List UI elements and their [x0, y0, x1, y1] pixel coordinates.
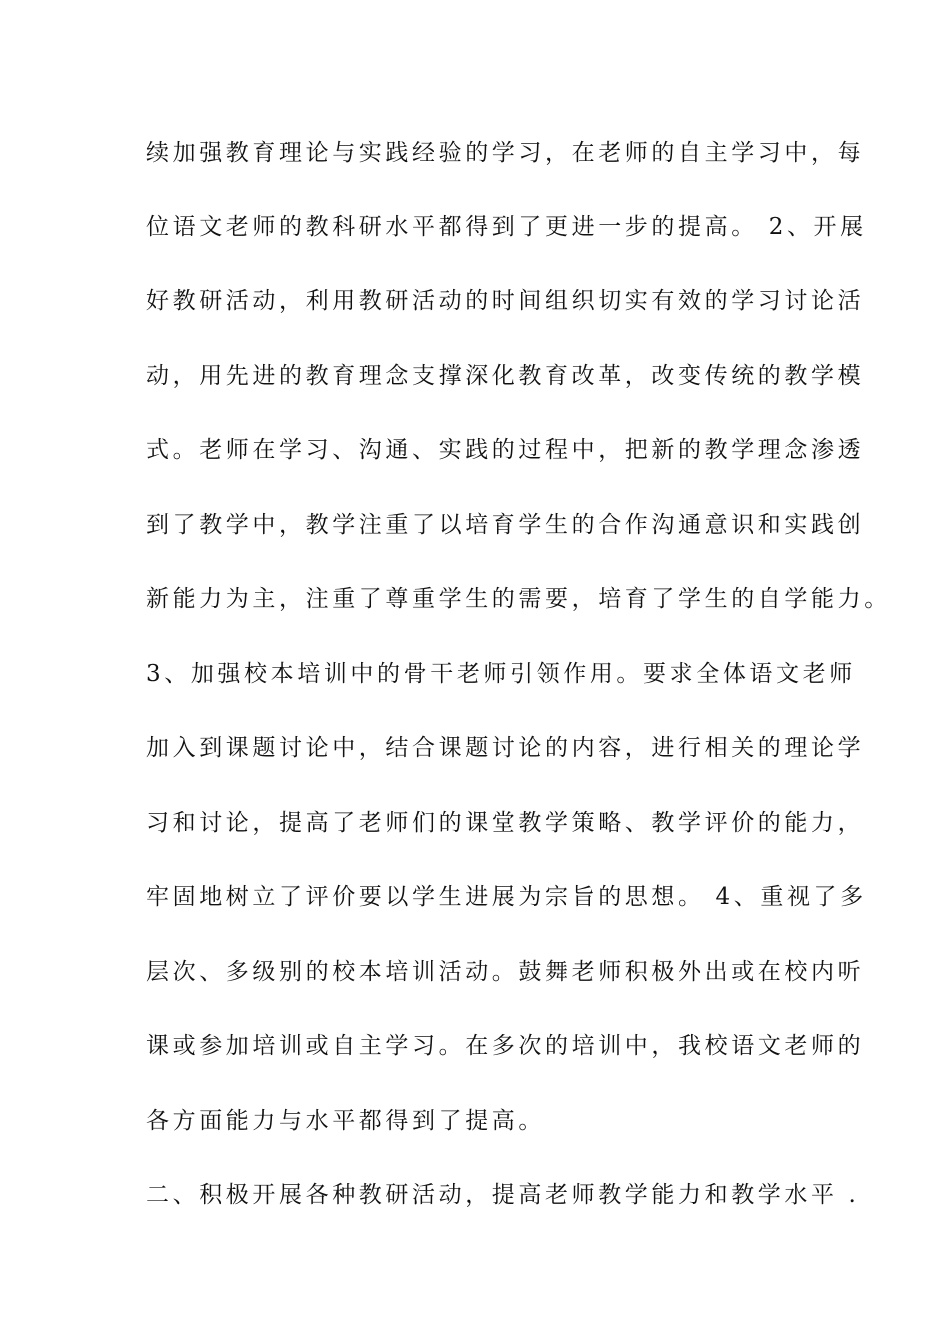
text-line: 到了教学中，教学注重了以培育学生的合作沟通意识和实践创 — [146, 512, 865, 538]
text-line: 3、加强校本培训中的骨干老师引领作用。要求全体语文老师 — [146, 661, 856, 687]
text-line: 式。老师在学习、沟通、实践的过程中，把新的教学理念渗透 — [146, 437, 865, 463]
text-line: 各方面能力与水平都得到了提高。 — [146, 1108, 545, 1134]
text-line: 动，用先进的教育理念支撑深化教育改革，改变传统的教学模 — [146, 363, 865, 389]
section-heading: 二、积极开展各种教研活动，提高老师教学能力和教学水平 . — [146, 1182, 860, 1208]
text-line: 牢固地树立了评价要以学生进展为宗旨的思想。 4、重视了多 — [146, 884, 867, 910]
text-line: 位语文老师的教科研水平都得到了更进一步的提高。 2、开展 — [146, 214, 867, 240]
text-line: 续加强教育理论与实践经验的学习，在老师的自主学习中，每 — [146, 140, 865, 166]
text-line: 层次、多级别的校本培训活动。鼓舞老师积极外出或在校内听 — [146, 959, 865, 985]
text-line: 加入到课题讨论中，结合课题讨论的内容，进行相关的理论学 — [146, 735, 865, 761]
text-line: 新能力为主，注重了尊重学生的需要，培育了学生的自学能力。 — [146, 586, 891, 612]
text-line: 习和讨论，提高了老师们的课堂教学策略、教学评价的能力， — [146, 810, 865, 836]
text-line: 课或参加培训或自主学习。在多次的培训中，我校语文老师的 — [146, 1033, 865, 1059]
text-line: 好教研活动，利用教研活动的时间组织切实有效的学习讨论活 — [146, 288, 865, 314]
